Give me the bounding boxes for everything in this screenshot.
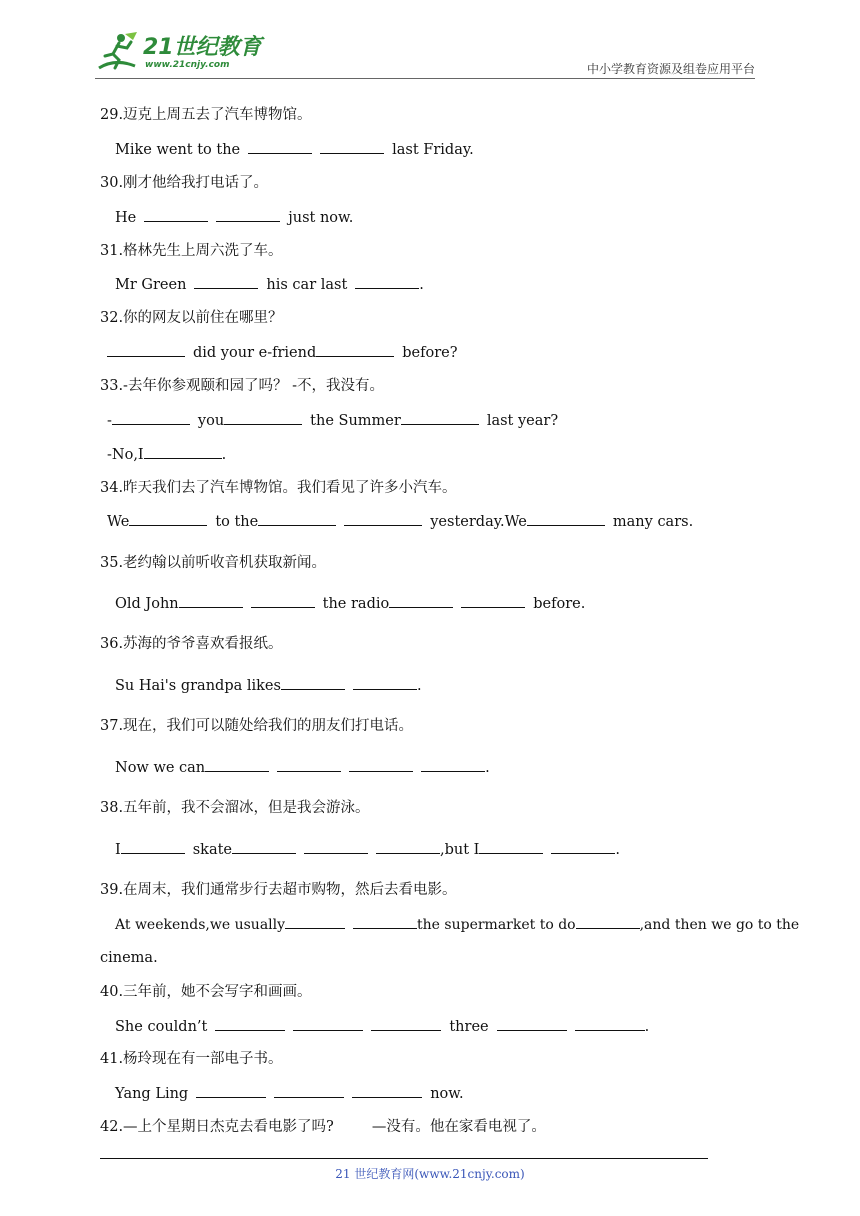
text-segment: his car last: [266, 277, 348, 293]
text-segment: the Summer: [310, 413, 401, 429]
footer-link[interactable]: 21 世纪教育网(www.21cnjy.com): [335, 1167, 525, 1181]
answer-blank[interactable]: [344, 511, 422, 526]
text-segment: ,and then we go to the: [639, 917, 800, 933]
text-segment: -No,I: [107, 447, 144, 463]
answer-blank[interactable]: [285, 914, 345, 929]
text-segment: He: [115, 210, 137, 226]
question-42-prompt: [100, 1117, 546, 1137]
question-31-prompt: 31.格林先生上周六洗了车。: [100, 243, 283, 259]
question-32-prompt: 32.你的网友以前住在哪里？: [100, 310, 283, 326]
footer-divider: [100, 1158, 708, 1159]
text-segment: last Friday.: [392, 142, 474, 158]
answer-blank[interactable]: [258, 511, 336, 526]
answer-blank[interactable]: [107, 342, 185, 357]
text-segment: you: [197, 413, 225, 429]
question-29-prompt: 29.迈克上周五去了汽车博物馆。: [100, 107, 312, 123]
question-30-prompt: 30.刚才他给我打电话了。: [100, 175, 269, 191]
answer-blank[interactable]: [421, 757, 485, 772]
answer-blank[interactable]: [527, 511, 605, 526]
answer-blank[interactable]: [479, 839, 543, 854]
answer-blank[interactable]: [121, 839, 185, 854]
answer-blank[interactable]: [251, 593, 315, 608]
text-segment: three: [449, 1019, 489, 1035]
text-segment: last year?: [486, 413, 559, 429]
question-33-answer-2: [107, 444, 226, 465]
answer-blank[interactable]: [349, 757, 413, 772]
text-segment: ,but I: [440, 842, 480, 858]
text-segment: .: [644, 1019, 650, 1035]
question-39-answer: [115, 914, 799, 935]
question-31-answer: [115, 274, 424, 295]
question-34-answer: [107, 511, 693, 532]
answer-blank[interactable]: [389, 593, 453, 608]
text-segment: now.: [430, 1086, 464, 1102]
text-segment: skate: [192, 842, 233, 858]
text-segment: At weekends,we usually: [115, 917, 286, 933]
question-39-prompt: 39.在周末，我们通常步行去超市购物，然后去看电影。: [100, 882, 457, 898]
answer-blank[interactable]: [112, 410, 190, 425]
answer-blank[interactable]: [179, 593, 243, 608]
text-segment: Yang Ling: [115, 1086, 189, 1102]
answer-blank[interactable]: [353, 914, 417, 929]
answer-blank[interactable]: [371, 1016, 441, 1031]
text-segment: before.: [533, 596, 586, 612]
question-38-answer: [115, 839, 620, 860]
text-segment: 42.—上个星期日杰克去看电影了吗?: [100, 1119, 334, 1135]
answer-blank[interactable]: [248, 139, 312, 154]
answer-blank[interactable]: [194, 274, 258, 289]
platform-name: 中小学教育资源及组卷应用平台: [586, 62, 755, 76]
answer-blank[interactable]: [277, 757, 341, 772]
text-segment: Su Hai's grandpa likes: [115, 678, 281, 694]
question-40-answer: [115, 1016, 649, 1037]
answer-blank[interactable]: [232, 839, 296, 854]
answer-blank[interactable]: [576, 914, 640, 929]
text-segment: Mike went to the: [115, 142, 241, 158]
answer-blank[interactable]: [376, 839, 440, 854]
question-39-answer-cont: cinema.: [100, 950, 158, 966]
answer-blank[interactable]: [497, 1016, 567, 1031]
text-segment: Now we can: [115, 760, 206, 776]
answer-blank[interactable]: [401, 410, 479, 425]
question-35-prompt: 35.老约翰以前听收音机获取新闻。: [100, 555, 327, 571]
header-divider: [95, 78, 755, 79]
question-37-prompt: 37.现在，我们可以随处给我们的朋友们打电话。: [100, 718, 414, 734]
text-segment: I: [115, 842, 121, 858]
runner-logo-icon: [95, 30, 139, 74]
question-29-answer: [115, 139, 474, 160]
answer-blank[interactable]: [196, 1083, 266, 1098]
answer-blank[interactable]: [316, 342, 394, 357]
answer-blank[interactable]: [215, 1016, 285, 1031]
site-logo[interactable]: [95, 28, 265, 76]
question-30-answer: [115, 207, 353, 228]
answer-blank[interactable]: [293, 1016, 363, 1031]
logo-url: www.21cnjy.com: [145, 60, 230, 70]
answer-blank[interactable]: [355, 274, 419, 289]
answer-blank[interactable]: [320, 139, 384, 154]
page-header: [95, 28, 755, 80]
question-41-prompt: 41.杨玲现在有一部电子书。: [100, 1051, 283, 1067]
question-40-prompt: 40.三年前，她不会写字和画画。: [100, 984, 312, 1000]
text-segment: We: [107, 514, 130, 530]
question-34-prompt: 34.昨天我们去了汽车博物馆。我们看见了许多小汽车。: [100, 480, 457, 496]
text-segment: She couldn’t: [115, 1019, 208, 1035]
text-segment: many cars.: [612, 514, 694, 530]
text-segment: the radio: [322, 596, 390, 612]
answer-blank[interactable]: [352, 1083, 422, 1098]
text-segment: —没有。他在家看电视了。: [371, 1119, 546, 1135]
answer-blank[interactable]: [274, 1083, 344, 1098]
text-segment: Old John: [115, 596, 179, 612]
text-segment: just now.: [288, 210, 354, 226]
question-32-answer: [107, 342, 457, 363]
question-38-prompt: 38.五年前，我不会溜冰，但是我会游泳。: [100, 800, 370, 816]
text-segment: the supermarket to do: [417, 917, 576, 933]
text-segment: .: [221, 447, 227, 463]
answer-blank[interactable]: [144, 444, 222, 459]
answer-blank[interactable]: [205, 757, 269, 772]
question-36-answer: [115, 675, 422, 696]
answer-blank[interactable]: [216, 207, 280, 222]
answer-blank[interactable]: [129, 511, 207, 526]
text-segment: .: [419, 277, 424, 293]
question-41-answer: [115, 1083, 464, 1104]
text-segment: .: [416, 678, 422, 694]
text-segment: .: [615, 842, 621, 858]
question-33-answer: [107, 410, 558, 431]
question-33-prompt: 33.-去年你参观颐和园了吗？ -不，我没有。: [100, 378, 384, 394]
text-segment: before?: [402, 345, 458, 361]
question-35-answer: [115, 593, 585, 614]
question-36-prompt: 36.苏海的爷爷喜欢看报纸。: [100, 636, 283, 652]
answer-blank[interactable]: [461, 593, 525, 608]
text-segment: .: [485, 760, 490, 776]
answer-blank[interactable]: [281, 675, 345, 690]
answer-blank[interactable]: [304, 839, 368, 854]
answer-blank[interactable]: [224, 410, 302, 425]
text-segment: yesterday.We: [430, 514, 527, 530]
answer-blank[interactable]: [353, 675, 417, 690]
answer-blank[interactable]: [551, 839, 615, 854]
question-37-answer: [115, 757, 490, 778]
text-segment: did your e-friend: [193, 345, 317, 361]
text-segment: to the: [215, 514, 259, 530]
answer-blank[interactable]: [575, 1016, 645, 1031]
text-segment: Mr Green: [115, 277, 187, 293]
answer-blank[interactable]: [144, 207, 208, 222]
logo-title: 21世纪教育: [143, 35, 262, 60]
text-segment: -: [107, 413, 112, 429]
